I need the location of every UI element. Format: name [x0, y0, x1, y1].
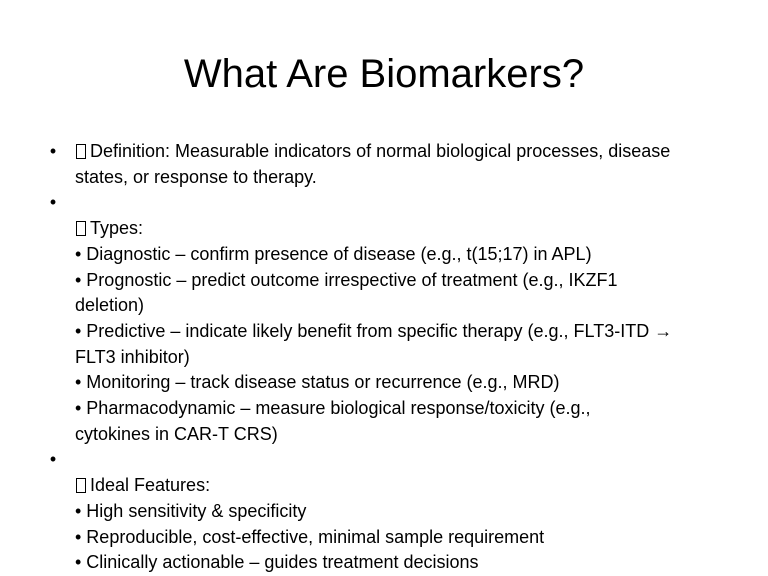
missing-glyph-icon	[76, 221, 86, 236]
bullet-ideal-features	[40, 447, 740, 576]
types-heading	[75, 216, 740, 242]
features-heading	[75, 473, 740, 499]
features-item: • High sensitivity & specificity	[75, 500, 307, 521]
definition-line-2: states, or response to therapy.	[75, 166, 317, 187]
features-item: • Reproducible, cost-effective, minimal sample requirement	[75, 526, 545, 547]
features-item: • Clinically actionable – guides treatment decisions	[75, 552, 479, 573]
bullet-marker: •	[49, 192, 57, 213]
definition-line-1	[75, 139, 740, 165]
slide-title: What Are Biomarkers?	[183, 52, 585, 96]
blank-line	[75, 190, 740, 216]
types-item: • Predictive – indicate likely benefit from specific therapy (e.g., FLT3-ITD →	[75, 320, 673, 341]
slide-body	[40, 139, 740, 576]
missing-glyph-icon	[76, 144, 86, 159]
definition-text: Definition: Measurable indicators of normal biological processes, disease	[90, 141, 671, 161]
missing-glyph-icon	[76, 478, 86, 493]
types-item: deletion)	[75, 295, 145, 316]
types-item: • Monitoring – track disease status or recurrence (e.g., MRD)	[75, 372, 560, 393]
features-heading-text: Ideal Features:	[90, 475, 211, 496]
blank-line	[75, 447, 740, 473]
bullet-definition	[40, 139, 740, 190]
types-item: FLT3 inhibitor)	[75, 346, 190, 367]
bullet-marker: •	[49, 141, 57, 161]
types-item: • Pharmacodynamic – measure biological response/toxicity (e.g.,	[75, 398, 591, 419]
bullet-types	[40, 190, 740, 447]
bullet-marker: •	[49, 449, 57, 470]
types-item: • Diagnostic – confirm presence of disease (e.g., t(15;17) in APL)	[75, 243, 592, 264]
types-item: cytokines in CAR-T CRS)	[75, 423, 278, 444]
types-heading-text: Types:	[90, 218, 144, 239]
types-item: • Prognostic – predict outcome irrespective of treatment (e.g., IKZF1	[75, 269, 618, 290]
